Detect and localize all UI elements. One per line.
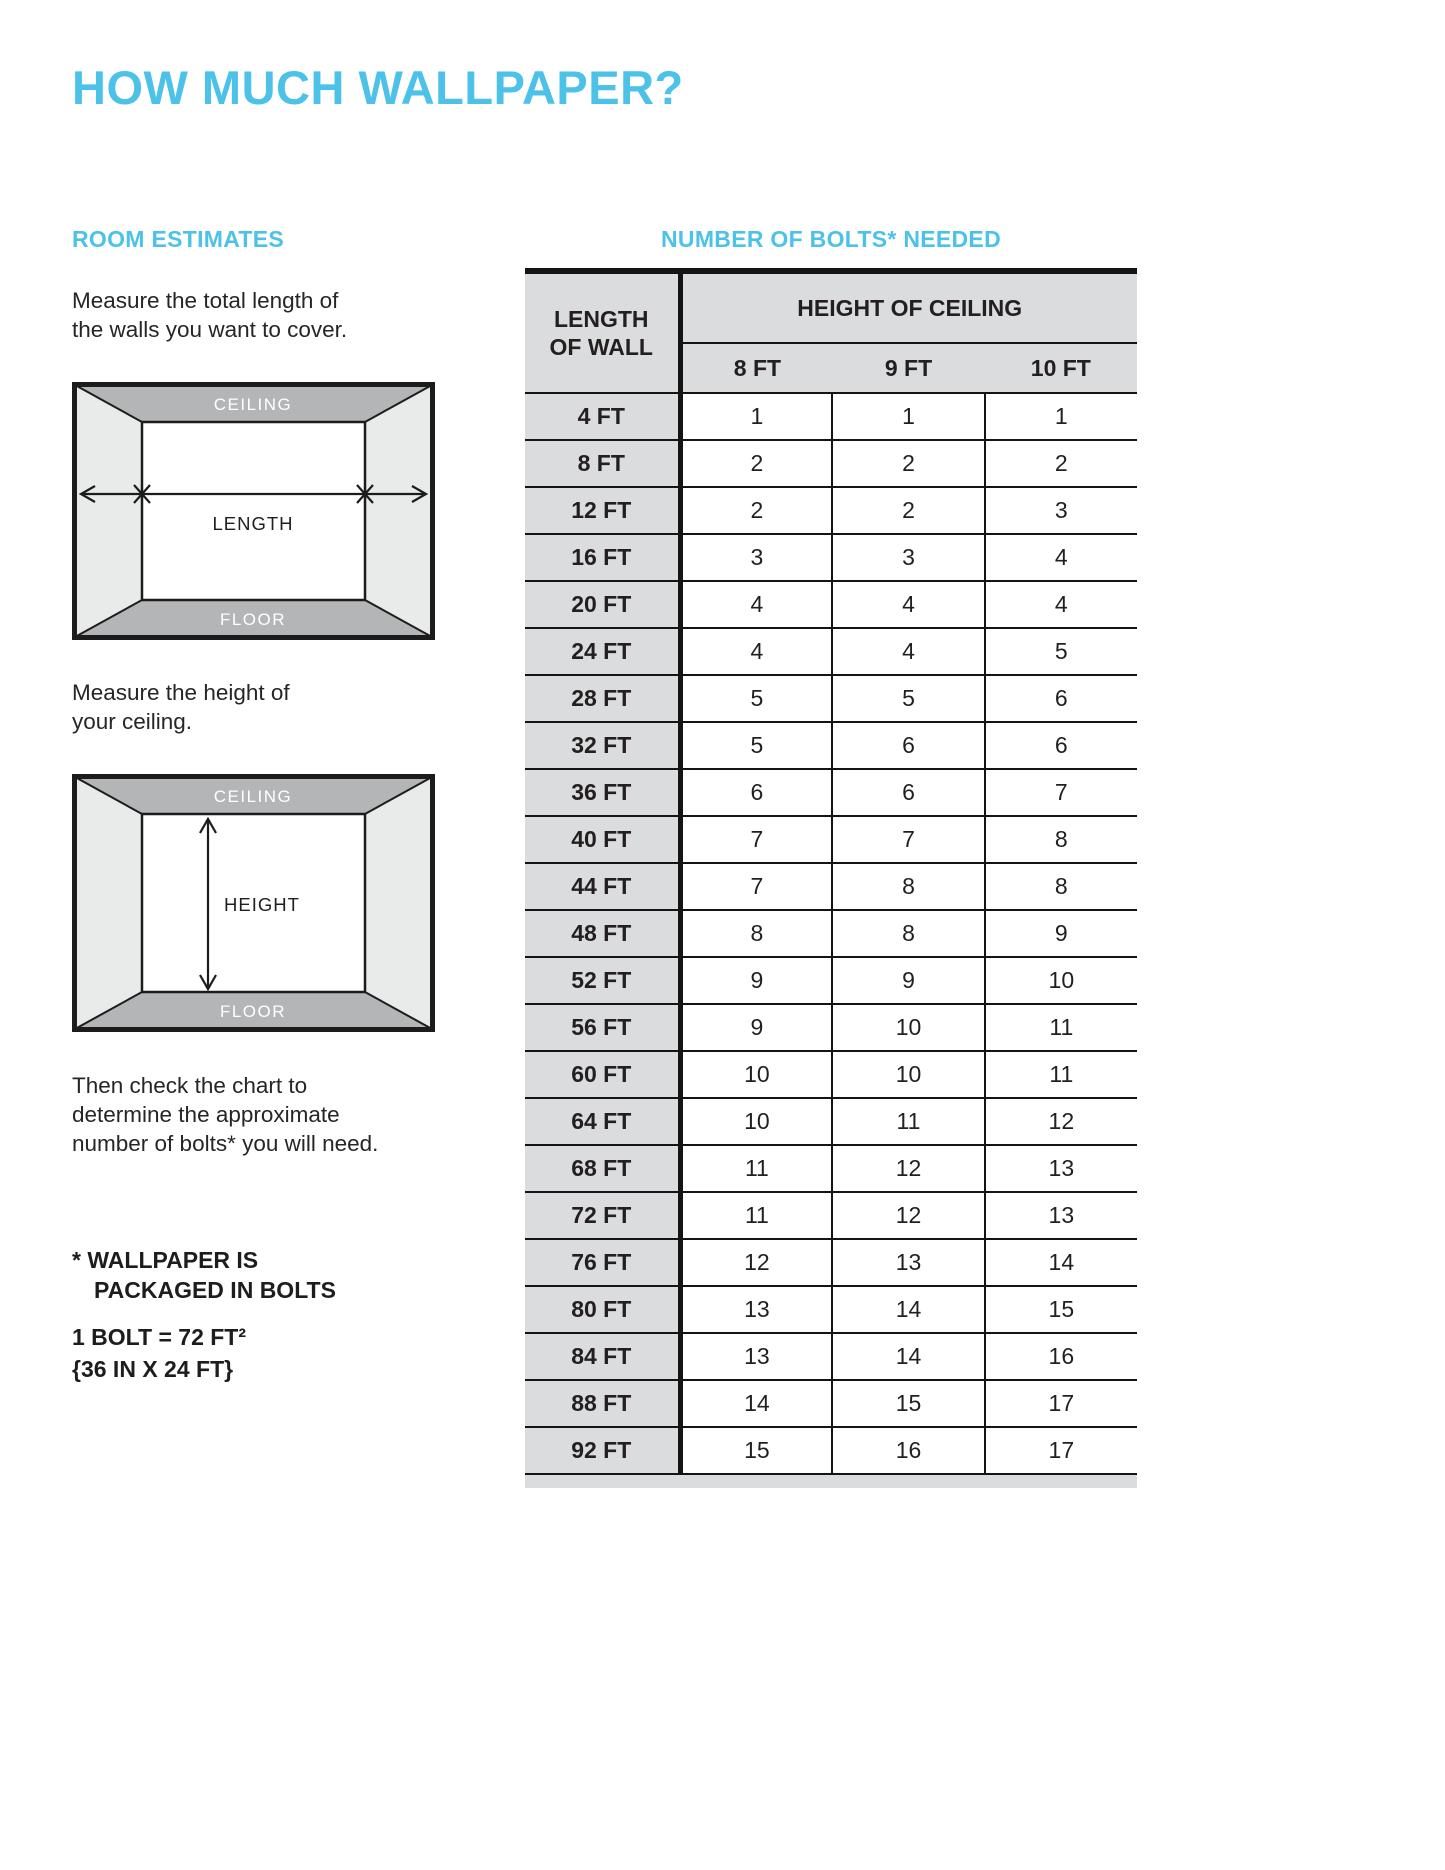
- length-header-line: LENGTH: [553, 306, 649, 332]
- right-wall: [365, 777, 432, 1029]
- instruction-line: Measure the height of: [72, 680, 290, 705]
- bolt-count-cell: 6: [985, 722, 1137, 769]
- group-header-row: [525, 271, 1137, 343]
- col-group-header-height-of-ceiling: HEIGHT OF CEILING: [680, 271, 1137, 343]
- bolt-size-info: [72, 1321, 452, 1385]
- row-length-label: 76 FT: [525, 1239, 680, 1286]
- floor-label: FLOOR: [219, 1002, 287, 1021]
- bolt-count-cell: 6: [680, 769, 832, 816]
- right-wall: [365, 385, 432, 637]
- bolt-count-cell: 4: [832, 581, 984, 628]
- height-label: HEIGHT: [224, 894, 300, 915]
- left-wall: [75, 777, 142, 1029]
- bolt-count-cell: 3: [680, 534, 832, 581]
- table-row: [525, 1098, 1137, 1145]
- bolt-count-cell: 16: [985, 1333, 1137, 1380]
- bolt-count-cell: 2: [832, 487, 984, 534]
- bolt-count-cell: 6: [832, 722, 984, 769]
- table-row: [525, 863, 1137, 910]
- row-length-label: 56 FT: [525, 1004, 680, 1051]
- row-length-label: 28 FT: [525, 675, 680, 722]
- instruction-check-chart: [72, 1071, 452, 1158]
- length-label: LENGTH: [212, 513, 294, 534]
- row-length-label: 40 FT: [525, 816, 680, 863]
- bolt-size-line: {36 IN X 24 FT}: [72, 1356, 234, 1382]
- table-row: [525, 1239, 1137, 1286]
- bolt-count-cell: 8: [985, 816, 1137, 863]
- bolt-count-cell: 3: [832, 534, 984, 581]
- room-estimates-heading: ROOM ESTIMATES: [72, 226, 285, 252]
- bolt-count-cell: 12: [680, 1239, 832, 1286]
- row-length-label: 4 FT: [525, 393, 680, 440]
- table-row: [525, 1380, 1137, 1427]
- bolt-count-cell: 13: [680, 1286, 832, 1333]
- instruction-line: determine the approximate: [72, 1102, 340, 1127]
- row-length-label: 36 FT: [525, 769, 680, 816]
- bolt-count-cell: 9: [985, 910, 1137, 957]
- bolt-count-cell: 7: [680, 863, 832, 910]
- page-title: HOW MUCH WALLPAPER?: [72, 61, 684, 114]
- col-header-length-of-wall: [525, 271, 680, 393]
- bolts-table-section: [525, 226, 1137, 1488]
- bolt-count-cell: 10: [832, 1051, 984, 1098]
- bolt-count-cell: 4: [680, 628, 832, 675]
- col-header-9ft: 9 FT: [832, 343, 984, 393]
- row-length-label: 92 FT: [525, 1427, 680, 1474]
- bolt-count-cell: 10: [680, 1051, 832, 1098]
- bolt-count-cell: 3: [985, 487, 1137, 534]
- col-header-10ft: 10 FT: [985, 343, 1137, 393]
- table-row: [525, 1286, 1137, 1333]
- instruction-measure-height: [72, 678, 452, 736]
- bolt-count-cell: 8: [832, 910, 984, 957]
- row-length-label: 48 FT: [525, 910, 680, 957]
- bolt-count-cell: 11: [985, 1051, 1137, 1098]
- bolt-count-cell: 16: [832, 1427, 984, 1474]
- room-back-wall: [142, 422, 365, 600]
- bolt-count-cell: 2: [832, 440, 984, 487]
- bolt-count-cell: 12: [832, 1192, 984, 1239]
- row-length-label: 60 FT: [525, 1051, 680, 1098]
- row-length-label: 84 FT: [525, 1333, 680, 1380]
- bolt-count-cell: 15: [680, 1427, 832, 1474]
- bolt-count-cell: 9: [680, 1004, 832, 1051]
- bolts-table: [525, 268, 1137, 1475]
- ceiling-label: CEILING: [213, 787, 293, 806]
- table-row: [525, 957, 1137, 1004]
- bolt-count-cell: 1: [985, 393, 1137, 440]
- bolt-count-cell: 9: [832, 957, 984, 1004]
- bolt-count-cell: 6: [985, 675, 1137, 722]
- table-row: [525, 1051, 1137, 1098]
- instruction-line: the walls you want to cover.: [72, 317, 348, 342]
- bolt-count-cell: 17: [985, 1380, 1137, 1427]
- length-header-line: OF WALL: [549, 334, 653, 360]
- table-footer-strip: [525, 1475, 1137, 1488]
- bolt-count-cell: 11: [680, 1192, 832, 1239]
- row-length-label: 80 FT: [525, 1286, 680, 1333]
- table-row: [525, 581, 1137, 628]
- bolts-table-body: [525, 393, 1137, 1474]
- row-length-label: 68 FT: [525, 1145, 680, 1192]
- bolt-count-cell: 10: [680, 1098, 832, 1145]
- bolt-count-cell: 7: [832, 816, 984, 863]
- row-length-label: 12 FT: [525, 487, 680, 534]
- bolt-count-cell: 13: [832, 1239, 984, 1286]
- row-length-label: 24 FT: [525, 628, 680, 675]
- bolt-count-cell: 8: [985, 863, 1137, 910]
- table-row: [525, 769, 1137, 816]
- room-length-diagram: [72, 382, 435, 640]
- bolt-count-cell: 12: [832, 1145, 984, 1192]
- row-length-label: 52 FT: [525, 957, 680, 1004]
- bolt-count-cell: 11: [985, 1004, 1137, 1051]
- bolt-count-cell: 12: [985, 1098, 1137, 1145]
- bolt-count-cell: 4: [832, 628, 984, 675]
- instruction-measure-length: [72, 286, 452, 344]
- table-row: [525, 910, 1137, 957]
- row-length-label: 8 FT: [525, 440, 680, 487]
- bolt-count-cell: 1: [680, 393, 832, 440]
- room-height-diagram: [72, 774, 435, 1032]
- bolt-count-cell: 13: [985, 1192, 1137, 1239]
- bolt-count-cell: 5: [985, 628, 1137, 675]
- bolt-count-cell: 5: [680, 722, 832, 769]
- table-row: [525, 440, 1137, 487]
- bolt-count-cell: 10: [985, 957, 1137, 1004]
- bolt-count-cell: 2: [680, 440, 832, 487]
- table-row: [525, 1145, 1137, 1192]
- note-line: PACKAGED IN BOLTS: [94, 1277, 336, 1303]
- bolt-count-cell: 11: [832, 1098, 984, 1145]
- bolts-needed-heading: NUMBER OF BOLTS* NEEDED: [661, 226, 1001, 252]
- table-row: [525, 487, 1137, 534]
- bolt-count-cell: 14: [680, 1380, 832, 1427]
- bolt-count-cell: 5: [832, 675, 984, 722]
- instruction-line: your ceiling.: [72, 709, 193, 734]
- bolt-count-cell: 6: [832, 769, 984, 816]
- bolt-count-cell: 14: [832, 1286, 984, 1333]
- instruction-line: Measure the total length of: [72, 288, 339, 313]
- bolt-count-cell: 4: [985, 534, 1137, 581]
- table-row: [525, 1004, 1137, 1051]
- row-length-label: 72 FT: [525, 1192, 680, 1239]
- table-row: [525, 722, 1137, 769]
- bolt-count-cell: 17: [985, 1427, 1137, 1474]
- row-length-label: 64 FT: [525, 1098, 680, 1145]
- ceiling-label: CEILING: [213, 395, 293, 414]
- bolt-count-cell: 5: [680, 675, 832, 722]
- bolt-count-cell: 14: [985, 1239, 1137, 1286]
- row-length-label: 20 FT: [525, 581, 680, 628]
- table-row: [525, 393, 1137, 440]
- bolt-count-cell: 2: [680, 487, 832, 534]
- table-row: [525, 1427, 1137, 1474]
- table-row: [525, 816, 1137, 863]
- bolt-count-cell: 7: [680, 816, 832, 863]
- instruction-line: number of bolts* you will need.: [72, 1131, 379, 1156]
- bolt-count-cell: 4: [985, 581, 1137, 628]
- bolt-count-cell: 15: [985, 1286, 1137, 1333]
- bolt-size-line: 1 BOLT = 72 FT²: [72, 1324, 247, 1350]
- floor-label: FLOOR: [219, 610, 287, 629]
- left-wall: [75, 385, 142, 637]
- bolt-count-cell: 13: [680, 1333, 832, 1380]
- table-row: [525, 628, 1137, 675]
- row-length-label: 88 FT: [525, 1380, 680, 1427]
- bolt-count-cell: 4: [680, 581, 832, 628]
- row-length-label: 16 FT: [525, 534, 680, 581]
- bolt-count-cell: 13: [985, 1145, 1137, 1192]
- bolt-count-cell: 2: [985, 440, 1137, 487]
- col-header-8ft: 8 FT: [680, 343, 832, 393]
- bolt-count-cell: 7: [985, 769, 1137, 816]
- bolt-count-cell: 15: [832, 1380, 984, 1427]
- bolt-count-cell: 9: [680, 957, 832, 1004]
- bolt-count-cell: 1: [832, 393, 984, 440]
- table-row: [525, 534, 1137, 581]
- bolt-count-cell: 11: [680, 1145, 832, 1192]
- instruction-line: Then check the chart to: [72, 1073, 308, 1098]
- bolt-count-cell: 10: [832, 1004, 984, 1051]
- table-row: [525, 675, 1137, 722]
- wallpaper-bolts-note: [72, 1245, 452, 1305]
- bolt-count-cell: 8: [832, 863, 984, 910]
- bolt-count-cell: 8: [680, 910, 832, 957]
- table-row: [525, 1333, 1137, 1380]
- room-estimates-section: [72, 226, 452, 1385]
- bolt-count-cell: 14: [832, 1333, 984, 1380]
- table-row: [525, 1192, 1137, 1239]
- row-length-label: 32 FT: [525, 722, 680, 769]
- note-line: * WALLPAPER IS: [72, 1247, 259, 1273]
- row-length-label: 44 FT: [525, 863, 680, 910]
